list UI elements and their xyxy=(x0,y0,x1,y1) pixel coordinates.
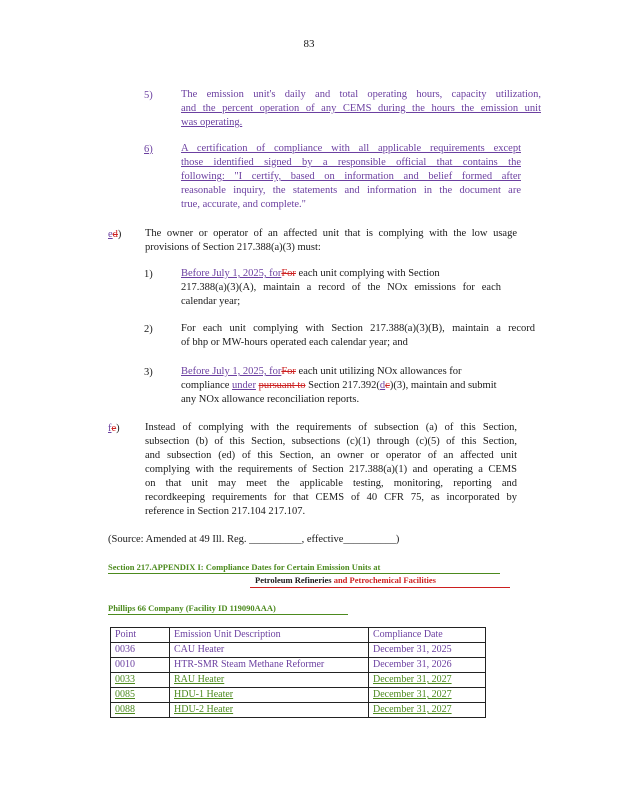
sub2-number: 2) xyxy=(144,324,153,335)
sub3-line-2-deleted: pursuant to xyxy=(258,380,306,391)
sub1-line-1-rest: each unit complying with Section xyxy=(295,268,440,279)
sub3-line-1-rest: each unit utilizing NOx allowances for xyxy=(295,366,462,377)
cell-date xyxy=(369,703,486,718)
header-description: Emission Unit Description xyxy=(170,628,369,643)
item5-number: 5) xyxy=(144,90,153,101)
cell-description xyxy=(170,688,369,703)
para-f-line-1: Instead of complying with the requirements of subsection (a) of this Section, xyxy=(145,422,517,433)
appendix-section-heading: Section 217.APPENDIX I: Compliance Dates for Certain Emission Units at xyxy=(108,562,381,572)
cell-description xyxy=(170,673,369,688)
header-compliance-date: Compliance Date xyxy=(369,628,486,643)
item6-line-2: those identified signed by a responsible official that contains the xyxy=(181,157,521,168)
cell-point-text: 0033 xyxy=(115,674,135,685)
table-row xyxy=(111,643,486,658)
appendix-subtitle-black: Petroleum Refineries xyxy=(255,575,332,585)
sub3-line-2b: Section 217.392( xyxy=(305,380,380,391)
cell-date-text: December 31, 2027 xyxy=(373,704,452,715)
sub3-insert: Before July 1, 2025, for xyxy=(181,366,282,377)
item6-line-5: true, accurate, and complete." xyxy=(181,199,306,210)
cell-description: CAU Heater xyxy=(170,643,369,658)
compliance-dates-table xyxy=(110,627,486,718)
sub3-line-2-deleted2: c xyxy=(385,380,390,391)
table-row xyxy=(111,688,486,703)
para-f-line-3: and subsection (ed) of this Section, an owner or operator of an affected unit xyxy=(145,450,517,461)
para-f-line-4: complying with the requirements of Section 217.388(a)(1) and operating a CEMS xyxy=(145,464,517,475)
cell-point: 0036 xyxy=(111,643,170,658)
cell-date xyxy=(369,688,486,703)
item5-line-2: and the percent operation of any CEMS during the hours the emission unit xyxy=(181,103,541,114)
sub1-line-3: calendar year; xyxy=(181,296,241,307)
table-row xyxy=(111,673,486,688)
sub1-line-2: 217.388(a)(3)(A), maintain a record of the NOx emissions for each xyxy=(181,282,501,293)
para-f-line-7: reference in Section 217.104 217.107. xyxy=(145,506,306,517)
para-e-label-old: d xyxy=(112,229,118,240)
item6-text xyxy=(181,142,521,212)
sub3-line-1 xyxy=(181,365,521,379)
para-e-label-new: e xyxy=(108,229,113,240)
para-e-line-2: provisions of Section 217.388(a)(3) must: xyxy=(145,242,321,253)
item5-line-3: was operating. xyxy=(181,117,243,128)
sub3-line-2c: )(3), maintain and submit xyxy=(389,380,497,391)
para-f-label-new: f xyxy=(108,423,112,434)
cell-point-text: 0085 xyxy=(115,689,135,700)
para-f-line-2: subsection (b) of this Section, subsections (c)(1) through (c)(5) of this Section, xyxy=(145,436,517,447)
appendix-subtitle-red: and Petrochemical Facilities xyxy=(333,575,436,585)
item6-line-4: reasonable inquiry, the statements and information in the document are xyxy=(181,185,521,196)
sub2-line-2: of bhp or MW-hours operated each calendar year; and xyxy=(181,337,408,348)
cell-description: HTR-SMR Steam Methane Reformer xyxy=(170,658,369,673)
sub1-deleted: For xyxy=(281,268,296,279)
sub3-line-3: any NOx allowance reconciliation reports. xyxy=(181,394,360,405)
item6-line-1: A certification of compliance with all applicable requirements except xyxy=(181,143,521,154)
item5-line-1: The emission unit's daily and total operating hours, capacity utilization, xyxy=(181,89,541,100)
para-e-label-close: ) xyxy=(117,229,122,240)
sub1-number: 1) xyxy=(144,269,153,280)
sub2-line-1: For each unit complying with Section 217.388(a)(3)(B), maintain a record xyxy=(181,323,535,334)
item6-number: 6) xyxy=(144,144,153,155)
appendix-company: Phillips 66 Company (Facility ID 119090AAA) xyxy=(108,603,276,613)
appendix-subtitle xyxy=(255,575,436,585)
sub3-line-2-insert: under xyxy=(232,380,256,391)
cell-point xyxy=(111,688,170,703)
para-f-line-5: on that unit may meet the applicable testing, monitoring, reporting and xyxy=(145,478,517,489)
sub3-deleted: For xyxy=(281,366,296,377)
cell-point: 0010 xyxy=(111,658,170,673)
cell-date-text: December 31, 2027 xyxy=(373,689,452,700)
page-number: 83 xyxy=(303,38,315,50)
cell-description-text: HDU-2 Heater xyxy=(174,704,234,715)
cell-date-text: December 31, 2027 xyxy=(373,674,452,685)
para-f-label-old: e xyxy=(111,423,117,434)
cell-date: December 31, 2026 xyxy=(369,658,486,673)
sub1-insert: Before July 1, 2025, for xyxy=(181,268,282,279)
para-f-text xyxy=(145,421,517,519)
header-point: Point xyxy=(111,628,170,643)
sub1-line-1 xyxy=(181,267,501,281)
item6-line-3: following: "I certify, based on information and belief formed after xyxy=(181,171,521,182)
sub3-text xyxy=(181,365,521,407)
sub2-text xyxy=(181,322,535,350)
sub3-number: 3) xyxy=(144,367,153,378)
cell-point xyxy=(111,703,170,718)
appendix-rule-3 xyxy=(108,614,348,615)
cell-description-text: HDU-1 Heater xyxy=(174,689,234,700)
cell-point-text: 0088 xyxy=(115,704,135,715)
para-e-line-1: The owner or operator of an affected unit that is complying with the low usage xyxy=(145,228,517,239)
sub1-text xyxy=(181,267,501,309)
table-header-row xyxy=(111,628,486,643)
para-f-label xyxy=(108,423,120,434)
para-f-label-close: ) xyxy=(116,423,120,434)
para-e-text xyxy=(145,227,517,255)
cell-description xyxy=(170,703,369,718)
cell-point xyxy=(111,673,170,688)
sub3-line-2 xyxy=(181,379,521,393)
cell-date xyxy=(369,673,486,688)
appendix-rule-2 xyxy=(250,587,510,588)
sub3-line-2a: compliance xyxy=(181,380,233,391)
sub3-line-2-insert2: d xyxy=(379,380,386,391)
para-f-line-6: recordkeeping requirements for that CEMS of 40 CFR 75, as incorporated by xyxy=(145,492,517,503)
cell-description-text: RAU Heater xyxy=(174,674,225,685)
table-row xyxy=(111,658,486,673)
source-note: (Source: Amended at 49 Ill. Reg. __________, effective__________) xyxy=(108,534,400,545)
para-e-label xyxy=(108,229,121,240)
item5-text xyxy=(181,88,541,130)
appendix-rule-1 xyxy=(108,573,500,574)
table-row xyxy=(111,703,486,718)
cell-date: December 31, 2025 xyxy=(369,643,486,658)
